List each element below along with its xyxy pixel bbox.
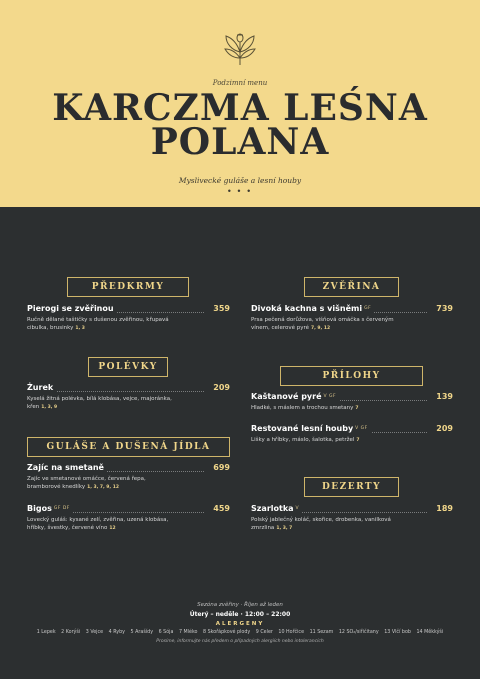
allergen-entry: 9 Celer	[255, 630, 273, 635]
item-allergens: 1, 3, 7, 9, 12	[87, 485, 119, 490]
allergen-entry: 5 Arašídy	[130, 630, 154, 635]
item-name: Zajíc na smetaně	[27, 463, 107, 472]
item-description: Ručně dělané taštičky s dušenou zvěřinou, křupavá cibulka, brusinky 1, 3	[27, 317, 169, 331]
item-price: 359	[210, 304, 230, 313]
title-line-2: POLANA	[150, 121, 330, 163]
menu-item	[251, 424, 453, 446]
item-allergens: 1, 3, 7	[276, 526, 293, 531]
menu-item	[27, 504, 230, 534]
menu-item	[251, 392, 453, 414]
item-price: 209	[433, 424, 453, 433]
allergen-entry: 12 SO₂/siřičitany	[338, 630, 379, 635]
allergen-entry: 11 Sezam	[309, 630, 334, 635]
section-prilohy-heading: PŘÍLOHY	[280, 366, 423, 386]
diet-tags: V	[295, 506, 300, 511]
allergen-entry: 4 Ryby	[108, 630, 126, 635]
diet-tags: V GF	[355, 426, 368, 431]
item-allergens: 12	[109, 526, 116, 531]
item-allergens: 7, 9, 12	[311, 326, 331, 331]
menu-item	[27, 463, 230, 493]
item-allergens: 1, 3	[75, 326, 85, 331]
item-description: Lovecký guláš: kysané zelí, zvěřina, uzená klobása, hříbky, švestky, červené víno 12	[27, 517, 169, 531]
item-description: Prsa pečená dorůžova, višňová omáčka s červeným vínem, celerové pyré 7, 9, 12	[251, 317, 394, 331]
allergen-entry: 1 Lepek	[36, 630, 56, 635]
item-name: Żurek	[27, 383, 56, 392]
item-name: Bigos GF DF	[27, 504, 73, 513]
item-name: Restované lesní houby V GF	[251, 424, 371, 433]
allergens-list	[0, 630, 480, 638]
menu-footer	[0, 602, 480, 644]
allergen-entry: 13 Vlčí bob	[384, 630, 411, 635]
item-name: Pierogi se zvěřinou	[27, 304, 117, 313]
item-name: Kaštanové pyré V GF	[251, 392, 339, 401]
section-dezerty-heading: DEZERTY	[304, 477, 399, 497]
menu-subtitle: Podzimní menu	[212, 79, 268, 87]
item-description: Hladké, s máslem a trochou smetany 7	[251, 405, 359, 411]
section-gulase-heading: GULÁŠE A DUŠENÁ JÍDLA	[27, 437, 230, 457]
item-price: 459	[210, 504, 230, 513]
allergen-entry: 10 Hořčice	[278, 630, 305, 635]
season-note: Sezóna zvěřiny · Říjen až leden	[197, 602, 283, 608]
menu-item	[27, 383, 230, 413]
title-line-1: KARCZMA LEŚNA	[52, 87, 428, 129]
item-description: Polský jablečný koláč, skořice, drobenka, vanilková zmrzlina 1, 3, 7	[251, 517, 391, 531]
item-price: 739	[433, 304, 453, 313]
menu-header	[0, 0, 480, 207]
diet-tags: GF DF	[53, 506, 70, 511]
section-predkrmy-heading: PŘEDKRMY	[67, 277, 189, 297]
allergy-notice: Prosíme, informujte nás předem o případných alergiích nebo intolerancích	[156, 639, 324, 644]
allergen-entry: 6 Sója	[158, 630, 174, 635]
allergens-heading: ALERGENY	[215, 621, 265, 627]
allergen-entry: 3 Vejce	[85, 630, 104, 635]
restaurant-title	[0, 87, 480, 163]
item-allergens: 7	[356, 438, 360, 443]
item-description: Lišky a hříbky, máslo, šalotka, petržel 7	[251, 437, 360, 443]
decorative-dots: • • •	[227, 186, 253, 196]
allergen-entry: 14 Měkkýši	[416, 630, 444, 635]
opening-hours: Úterý – neděle · 12:00 – 22:00	[189, 611, 291, 618]
item-allergens: 1, 3, 9	[41, 405, 58, 410]
item-price: 189	[433, 504, 453, 513]
section-polevky-heading: POLÉVKY	[88, 357, 168, 377]
menu-item	[27, 304, 230, 334]
item-price: 139	[433, 392, 453, 401]
item-allergens: 7	[355, 406, 359, 411]
item-description: Kyselá žitná polévka, bílá klobása, vejce, majoránka, křen 1, 3, 9	[27, 396, 172, 410]
menu-item	[251, 504, 453, 534]
item-price: 699	[210, 463, 230, 472]
item-description: Zajíc ve smetanové omáčce, červená řepa, bramborové knedlíky 1, 3, 7, 9, 12	[27, 476, 146, 490]
allergen-entry: 2 Korýši	[61, 630, 81, 635]
menu-item	[251, 304, 453, 334]
item-price: 209	[210, 383, 230, 392]
section-zverina-heading: ZVĚŘINA	[304, 277, 399, 297]
item-name: Szarlotka V	[251, 504, 302, 513]
allergen-entry: 7 Mléko	[178, 630, 198, 635]
item-name: Divoká kachna s višněmi GF	[251, 304, 374, 313]
allergen-entry: 8 Skořápkové plody	[203, 630, 251, 635]
restaurant-tagline: Myslivecké guláše a lesní houby	[178, 176, 302, 185]
oak-leaf-logo-icon	[218, 30, 262, 68]
diet-tags: V GF	[323, 394, 337, 399]
diet-tags: GF	[364, 306, 372, 311]
